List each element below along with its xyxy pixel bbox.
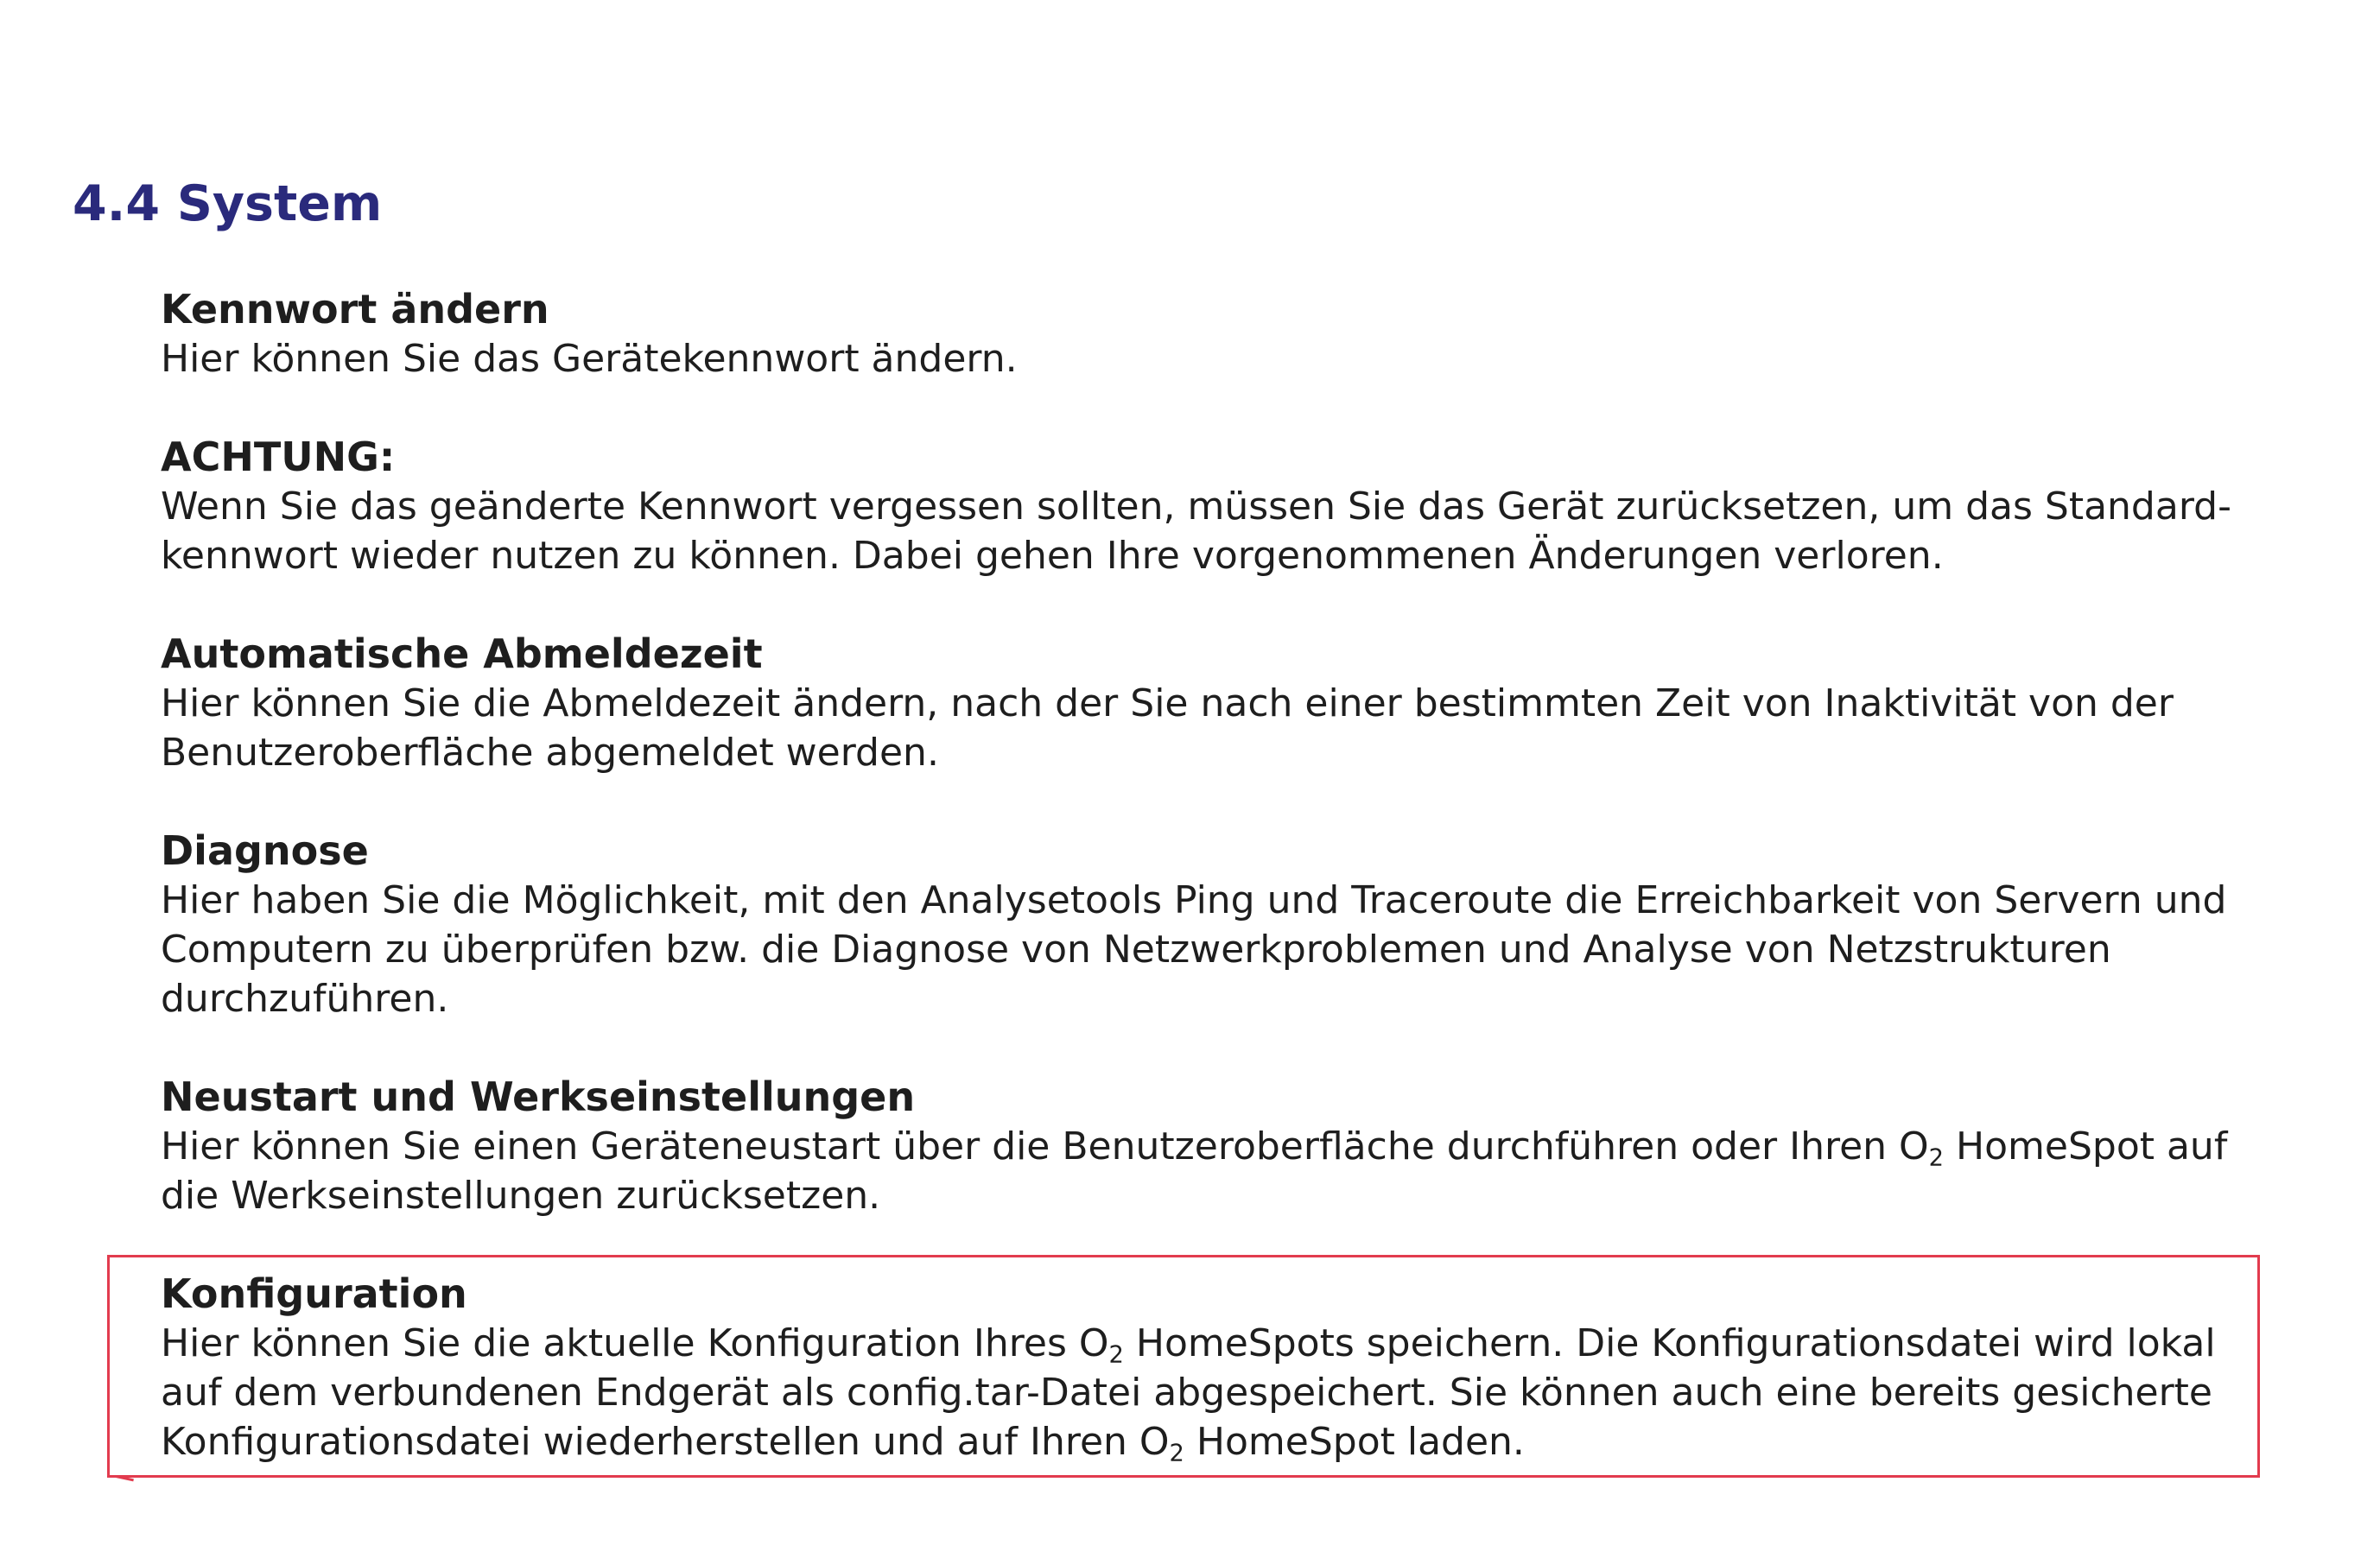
diagnose-text	[161, 876, 2269, 1023]
diagnose-line-3: durchzuführen.	[161, 977, 449, 1021]
diagnose-line-1: Hier haben Sie die Möglichkeit, mit den Analysetools Ping und Traceroute die Erreichbarkeit von Servern und	[161, 878, 2227, 922]
abmeldezeit-line-1: Hier können Sie die Abmeldezeit ändern, nach der Sie nach einer bestimmten Zeit von Inaktivität von der	[161, 681, 2174, 725]
o2-subscript: 2	[1169, 1440, 1184, 1467]
neustart-line-1a: Hier können Sie einen Geräteneustart über die Benutzeroberfläche durchführen oder Ihren O	[161, 1124, 1929, 1168]
achtung-line-1: Wenn Sie das geänderte Kennwort vergessen sollten, müssen Sie das Gerät zurücksetzen, um das Standard-	[161, 484, 2231, 529]
diagnose-title: Diagnose	[161, 827, 369, 874]
konfiguration-line-3b: HomeSpot laden.	[1184, 1420, 1525, 1464]
block-diagnose	[161, 826, 2269, 1023]
achtung-title: ACHTUNG:	[161, 434, 396, 480]
o2-subscript: 2	[1108, 1341, 1124, 1369]
neustart-title: Neustart und Werkseinstellungen	[161, 1074, 916, 1120]
konfiguration-line-2: auf dem verbundenen Endgerät als config.tar-Datei abgespeichert. Sie können auch eine bereits gesicherte	[161, 1371, 2212, 1415]
o2-subscript: 2	[1928, 1144, 1945, 1172]
konfiguration-title: Konfiguration	[161, 1270, 467, 1317]
abmeldezeit-title: Automatische Abmeldezeit	[161, 630, 763, 677]
abmeldezeit-text	[161, 679, 2269, 777]
konfiguration-line-1b: HomeSpots speichern. Die Konfigurationsdatei wird lokal	[1123, 1321, 2216, 1365]
konfiguration-line-1a: Hier können Sie die aktuelle Konfiguration Ihres O	[161, 1321, 1109, 1365]
diagnose-line-2: Computern zu überprüfen bzw. die Diagnose von Netzwerkproblemen und Analyse von Netzstrukturen	[161, 928, 2111, 972]
block-kennwort	[161, 285, 2269, 383]
achtung-line-2: kennwort wieder nutzen zu können. Dabei gehen Ihre vorgenommenen Änderungen verloren.	[161, 534, 1944, 578]
konfiguration-line-3a: Konfigurationsdatei wiederherstellen und auf Ihren O	[161, 1420, 1170, 1464]
neustart-text	[161, 1122, 2269, 1220]
neustart-line-2: die Werkseinstellungen zurücksetzen.	[161, 1174, 881, 1218]
block-abmeldezeit	[161, 630, 2269, 777]
abmeldezeit-line-2: Benutzeroberfläche abgemeldet werden.	[161, 731, 939, 775]
neustart-line-1b: HomeSpot auf	[1944, 1124, 2228, 1168]
konfiguration-highlight-box	[107, 1255, 2260, 1478]
kennwort-title: Kennwort ändern	[161, 286, 549, 332]
kennwort-text: Hier können Sie das Gerätekennwort ändern.	[161, 337, 1018, 381]
block-neustart	[161, 1073, 2269, 1220]
block-achtung	[161, 433, 2269, 580]
section-heading: 4.4 System	[73, 175, 383, 232]
achtung-text	[161, 482, 2269, 580]
